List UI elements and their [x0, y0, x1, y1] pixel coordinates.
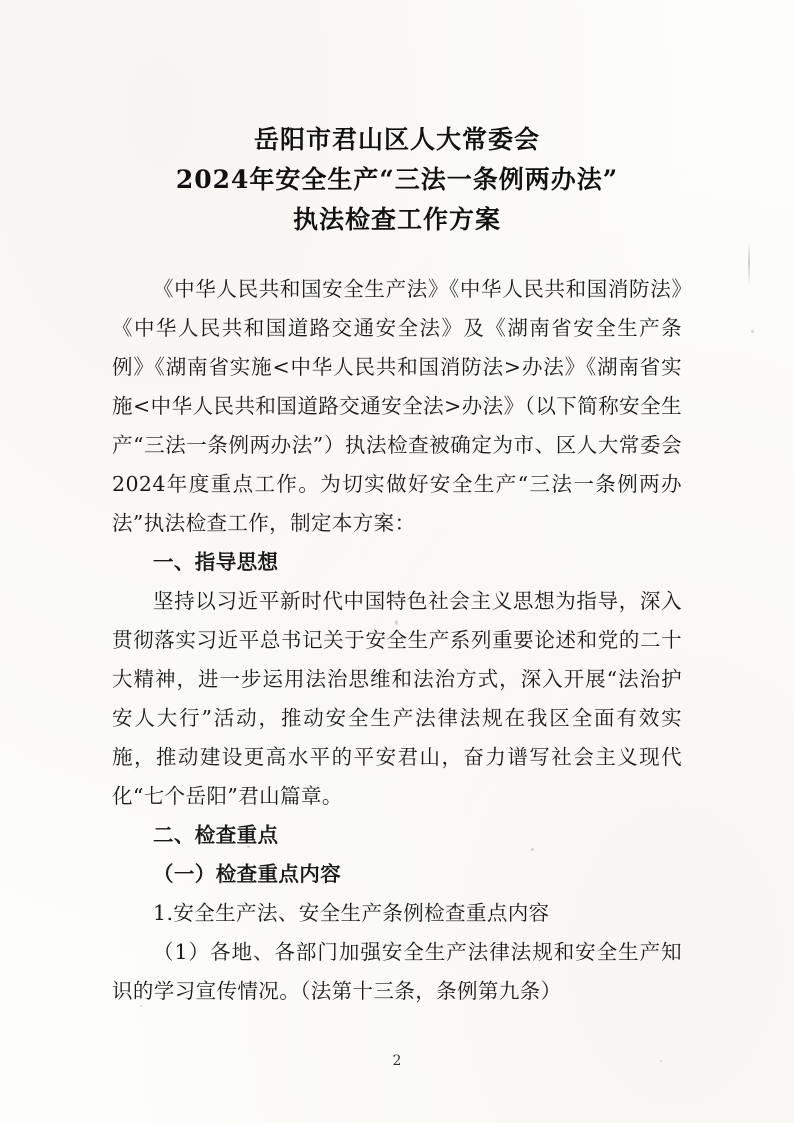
paragraph-guiding-thought: 坚持以习近平新时代中国特色社会主义思想为指导，深入贯彻落实习近平总书记关于安全生产系列重要论述和党的二十大精神，进一步运用法治思维和法治方式，深入开展“法治护安人大行”活动，推动安全生产法律法规在我区全面有效实施，推动建设更高水平的平安君山，奋力谱写社会主义现代化“七个岳阳”君山篇章。 [112, 589, 682, 808]
document-body [112, 120, 682, 1011]
page-number: 2 [392, 1053, 402, 1069]
title-line-1: 岳阳市君山区人大常委会 [253, 125, 540, 154]
scan-artifact-streak [748, 240, 750, 286]
paragraph-item-1: 1.安全生产法、安全生产条例检查重点内容 [153, 901, 550, 925]
paragraph-intro: 《中华人民共和国安全生产法》《中华人民共和国消防法》《中华人民共和国道路交通安全法》及《湖南省安全生产条例》《湖南省实施<中华人民共和国消防法>办法》《湖南省实施<中华人民共和国道路交通安全法>办法》（以下简称安全生产“三法一条例两办法”）执法检查被确定为市、区人大常委会2024年度重点工作。为切实做好安全生产“三法一条例两办法”执法检查工作，制定本方案： [112, 277, 682, 535]
title-line-2: 2024年安全生产“三法一条例两办法” [175, 165, 619, 194]
title-line-3: 执法检查工作方案 [292, 205, 501, 234]
section-heading-inspection-focus: 二、检查重点 [153, 823, 279, 847]
paragraph-item-1-1: （1）各地、各部门加强安全生产法律法规和安全生产知识的学习宣传情况。（法第十三条，条例第九条） [112, 940, 682, 1003]
section-heading-guiding-thought: 一、指导思想 [153, 550, 279, 574]
subsection-heading-focus-content: （一）检查重点内容 [153, 862, 342, 886]
scan-artifact-speck [751, 330, 754, 333]
page-title [112, 120, 682, 240]
